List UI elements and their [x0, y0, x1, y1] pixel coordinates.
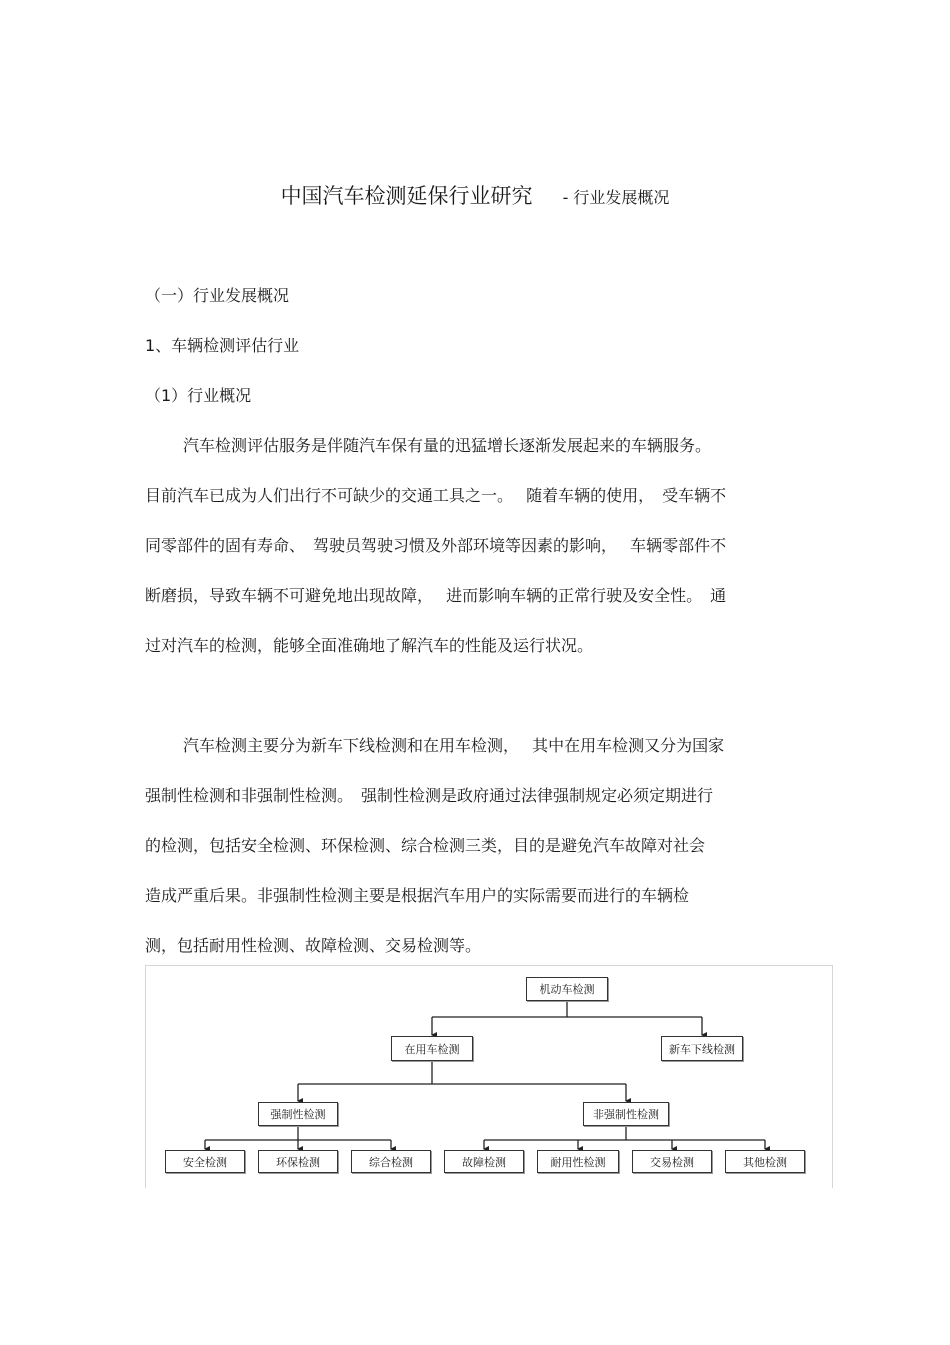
node-mandatory: 强制性检测 [258, 1102, 338, 1126]
node-transaction: 交易检测 [632, 1150, 712, 1173]
title-subtitle: - 行业发展概况 [562, 188, 670, 207]
node-other: 其他检测 [725, 1150, 805, 1173]
node-environmental: 环保检测 [258, 1150, 338, 1173]
title-main: 中国汽车检测延保行业研究 [280, 184, 533, 208]
paragraph-2-line: 测，包括耐用性检测、故障检测、交易检测等。 [145, 936, 482, 955]
paragraph-2-line: 造成严重后果。非强制性检测主要是根据汽车用户的实际需要而进行的车辆检 [145, 886, 690, 905]
node-safety: 安全检测 [165, 1150, 245, 1173]
node-in-use: 在用车检测 [391, 1036, 473, 1061]
document-title [0, 180, 950, 210]
node-fault: 故障检测 [444, 1150, 524, 1173]
paragraph-1-line: 过对汽车的检测，能够全面准确地了解汽车的性能及运行状况。 [145, 636, 594, 655]
paragraph-2-line: 的检测，包括安全检测、环保检测、综合检测三类，目的是避免汽车故障对社会 [145, 836, 706, 855]
heading-subsection: 1、车辆检测评估行业 [145, 336, 300, 355]
node-durability: 耐用性检测 [537, 1150, 619, 1173]
paragraph-1-line: 同零部件的固有寿命、 驾驶员驾驶习惯及外部环境等因素的影响， 车辆零部件不 [145, 536, 727, 555]
node-root: 机动车检测 [526, 977, 608, 1001]
node-non-mandatory: 非强制性检测 [583, 1102, 669, 1126]
node-comprehensive: 综合检测 [351, 1150, 431, 1173]
node-new-car: 新车下线检测 [661, 1036, 743, 1061]
inspection-hierarchy-diagram [145, 965, 833, 1188]
heading-item: （1）行业概况 [145, 386, 252, 405]
paragraph-1-line: 汽车检测评估服务是伴随汽车保有量的迅猛增长逐渐发展起来的车辆服务。 [183, 436, 712, 455]
paragraph-1-line: 断磨损，导致车辆不可避免地出现故障， 进而影响车辆的正常行驶及安全性。 通 [145, 586, 727, 605]
paragraph-1-line: 目前汽车已成为人们出行不可缺少的交通工具之一。 随着车辆的使用， 受车辆不 [145, 486, 727, 505]
paragraph-2-line: 强制性检测和非强制性检测。 强制性检测是政府通过法律强制规定必须定期进行 [145, 786, 714, 805]
paragraph-2-line: 汽车检测主要分为新车下线检测和在用车检测， 其中在用车检测又分为国家 [183, 736, 725, 755]
heading-section: （一）行业发展概况 [145, 286, 290, 305]
